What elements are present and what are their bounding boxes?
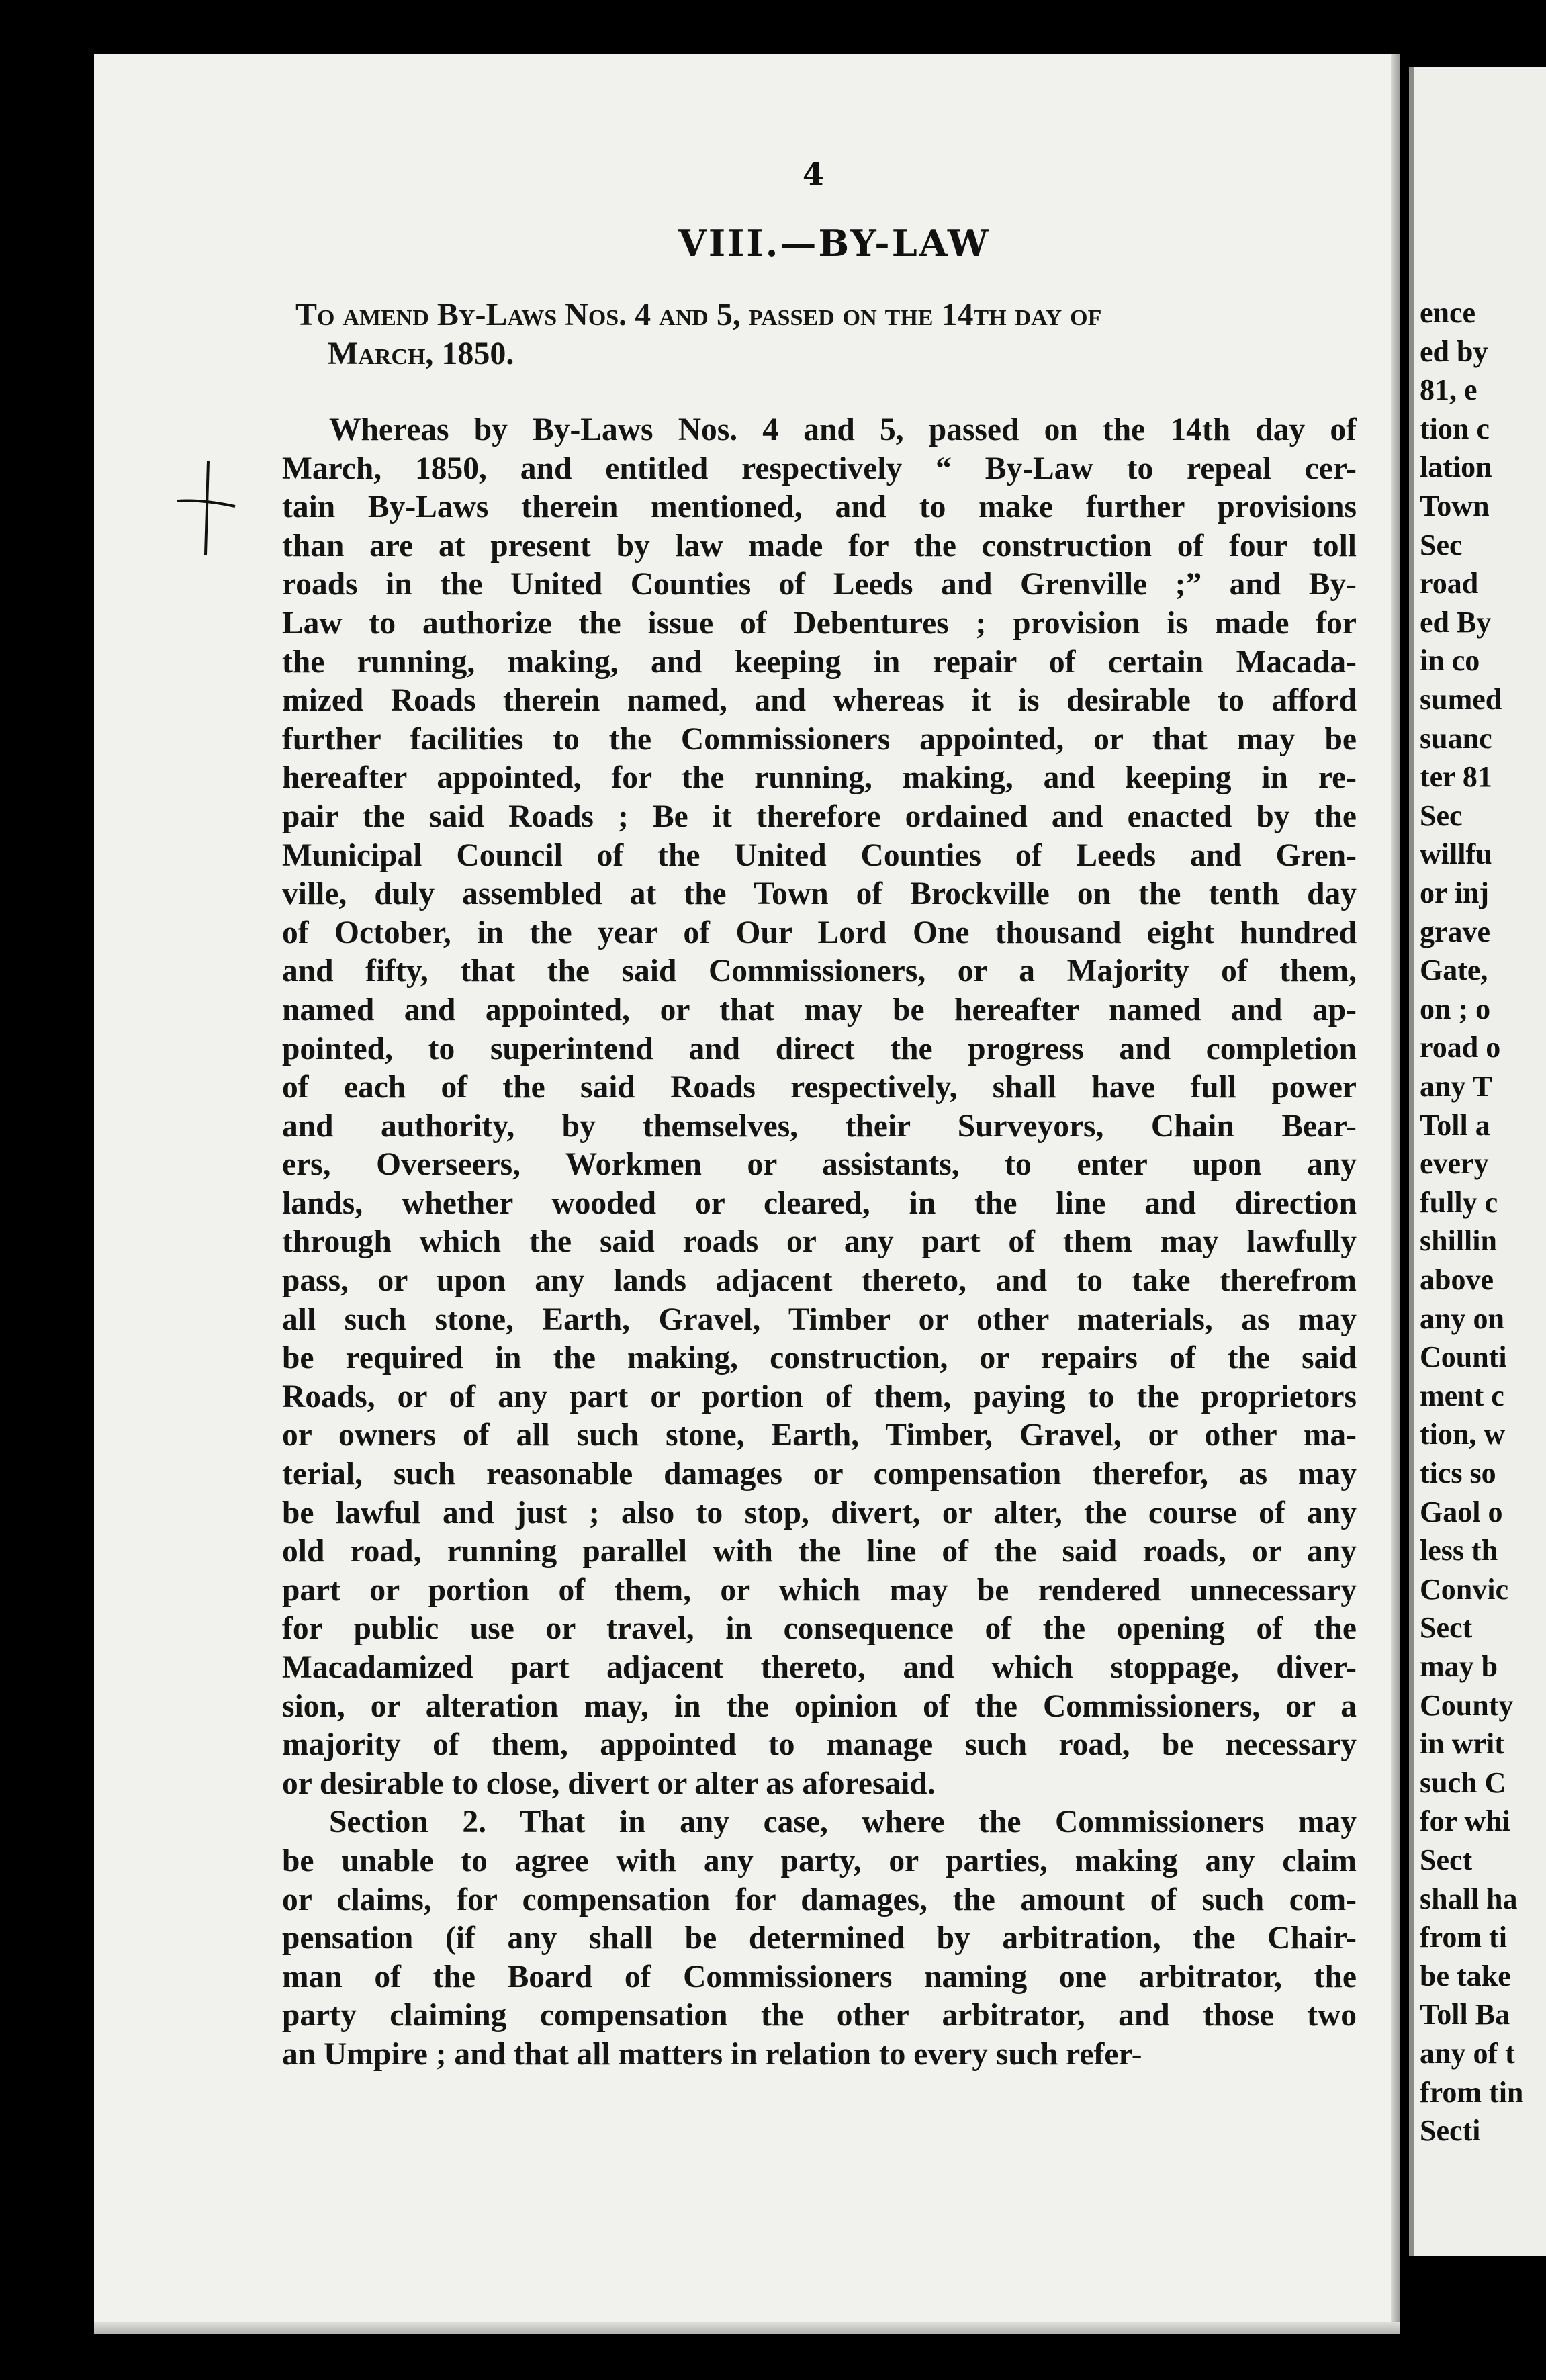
facing-page-fragment: ed by — [1420, 334, 1488, 368]
bylaw-body-text — [282, 411, 1357, 2074]
body-line: part or portion of them, or which may be rendered unnecessary — [282, 1572, 1357, 1608]
body-line: pointed, to superintend and direct the progress and completion — [282, 1031, 1357, 1066]
facing-page-fragment: Secti — [1420, 2114, 1481, 2148]
facing-page-fragment: tics so — [1420, 1457, 1496, 1490]
facing-page-fragment: may b — [1420, 1650, 1498, 1683]
body-line: an Umpire ; and that all matters in relation to every such refer- — [282, 2036, 1142, 2072]
body-line: Section 2. That in any case, where the Commissioners may — [329, 1804, 1357, 1840]
facing-page-fragment: above — [1420, 1263, 1494, 1296]
body-line: for public use or travel, in consequence of the opening of the — [282, 1611, 1357, 1647]
facing-page-fragment: Toll a — [1420, 1108, 1490, 1142]
bylaw-title — [295, 295, 1370, 373]
facing-page-fragment: Sect — [1420, 1843, 1473, 1876]
body-line: Law to authorize the issue of Debentures ; provision is made for — [282, 605, 1357, 641]
body-line: hereafter appointed, for the running, making, and keeping in re- — [282, 760, 1357, 796]
facing-page-fragment: tion c — [1420, 412, 1490, 445]
facing-page-edge — [1409, 67, 1414, 2256]
facing-page-fragment: be take — [1420, 1959, 1511, 1993]
title-line-2: March, 1850. — [328, 336, 514, 371]
facing-page-fragment: in writ — [1420, 1727, 1504, 1761]
facing-page-fragment: tion, w — [1420, 1418, 1506, 1451]
facing-page — [1409, 67, 1546, 2256]
body-line: pensation (if any shall be determined by arbitration, the Chair- — [282, 1921, 1357, 1956]
body-line: or claims, for compensation for damages, the amount of such com- — [282, 1882, 1357, 1917]
body-line: and fifty, that the said Commissioners, or a Majority of them, — [282, 954, 1357, 989]
facing-page-fragment: shillin — [1420, 1224, 1497, 1258]
facing-page-fragment: willfu — [1420, 837, 1492, 871]
facing-page-fragment: ter 81 — [1420, 760, 1492, 794]
facing-page-fragment: for whi — [1420, 1804, 1510, 1838]
facing-page-fragment: Sect — [1420, 1611, 1473, 1645]
facing-page-fragment: any on — [1420, 1301, 1504, 1335]
body-line: the running, making, and keeping in repair of certain Macada- — [282, 644, 1357, 680]
body-line: Macadamized part adjacent thereto, and which stoppage, diver- — [282, 1650, 1357, 1685]
page-edge-shadow — [1391, 54, 1400, 2334]
facing-page-fragment: lation — [1420, 451, 1492, 484]
page-bottom-shadow — [94, 2322, 1400, 2334]
facing-page-fragment: on ; o — [1420, 992, 1491, 1025]
facing-page-fragment: such C — [1420, 1766, 1506, 1799]
body-line: ville, duly assembled at the Town of Brockville on the tenth day — [282, 876, 1357, 912]
body-line: roads in the United Counties of Leeds and Grenville ;” and By- — [282, 567, 1357, 602]
facing-page-fragment: Convic — [1420, 1572, 1508, 1606]
bylaw-heading: VIII.—BY-LAW — [678, 222, 991, 265]
body-line: than are at present by law made for the construction of four toll — [282, 528, 1357, 563]
page-number: 4 — [803, 156, 825, 192]
facing-page-fragment: County — [1420, 1688, 1514, 1722]
body-line: party claiming compensation the other arbitrator, and those two — [282, 1998, 1357, 2033]
facing-page-fragment: less th — [1420, 1534, 1498, 1567]
facing-page-fragment: 81, e — [1420, 373, 1477, 407]
body-line: be required in the making, construction, or repairs of the said — [282, 1340, 1357, 1376]
body-line: and authority, by themselves, their Surveyors, Chain Bear- — [282, 1108, 1357, 1144]
facing-page-fragment: Sec — [1420, 528, 1463, 561]
body-line: terial, such reasonable damages or compensation therefor, as may — [282, 1457, 1357, 1492]
facing-page-fragment: road — [1420, 567, 1479, 600]
title-line-1: To amend By-Laws Nos. 4 and 5, passed on the 14th day of — [295, 297, 1102, 332]
body-line: of October, in the year of Our Lord One thousand eight hundred — [282, 915, 1357, 950]
facing-page-fragment: ence — [1420, 296, 1476, 329]
body-line: named and appointed, or that may be hereafter named and ap- — [282, 992, 1357, 1027]
facing-page-fragment: any of t — [1420, 2037, 1515, 2070]
body-line: pass, or upon any lands adjacent thereto, and to take therefrom — [282, 1263, 1357, 1299]
body-line: Whereas by By-Laws Nos. 4 and 5, passed on the 14th day of — [329, 412, 1357, 447]
body-line: Municipal Council of the United Counties of Leeds and Gren- — [282, 837, 1357, 873]
facing-page-fragment: ed By — [1420, 605, 1492, 639]
body-line: sion, or alteration may, in the opinion of the Commissioners, or a — [282, 1688, 1357, 1724]
facing-page-fragment: shall ha — [1420, 1882, 1518, 1915]
facing-page-fragment: Gaol o — [1420, 1495, 1503, 1528]
facing-page-fragment: sumed — [1420, 683, 1502, 716]
body-line: pair the said Roads ; Be it therefore ordained and enacted by the — [282, 798, 1357, 834]
facing-page-fragment: Town — [1420, 490, 1490, 522]
facing-page-fragment: Counti — [1420, 1340, 1507, 1374]
body-line: or owners of all such stone, Earth, Timber, Gravel, or other ma- — [282, 1418, 1357, 1453]
facing-page-fragment: every — [1420, 1147, 1489, 1181]
facing-page-fragment: Sec — [1420, 798, 1463, 832]
facing-page-fragment: or inj — [1420, 876, 1490, 909]
body-line: old road, running parallel with the line of the said roads, or any — [282, 1534, 1357, 1569]
body-line: be lawful and just ; also to stop, divert, or alter, the course of any — [282, 1495, 1357, 1530]
facing-page-fragment: grave — [1420, 915, 1491, 948]
body-line: lands, whether wooded or cleared, in the line and direction — [282, 1185, 1357, 1221]
facing-page-fragment: Toll Ba — [1420, 1998, 1510, 2031]
facing-page-fragment: in co — [1420, 644, 1480, 678]
body-line: of each of the said Roads respectively, shall have full power — [282, 1070, 1357, 1105]
facing-page-fragment: from tin — [1420, 2075, 1524, 2109]
facing-page-fragment: suanc — [1420, 721, 1492, 755]
facing-page-fragment: from ti — [1420, 1921, 1507, 1954]
body-line: Roads, or of any part or portion of them, paying to the proprietors — [282, 1379, 1357, 1414]
body-line: man of the Board of Commissioners naming one arbitrator, the — [282, 1959, 1357, 1995]
body-line: all such stone, Earth, Gravel, Timber or other materials, as may — [282, 1301, 1357, 1337]
body-line: through which the said roads or any part of them may lawfully — [282, 1224, 1357, 1260]
body-line: March, 1850, and entitled respectively “ By-Law to repeal cer- — [282, 451, 1357, 486]
body-line: or desirable to close, divert or alter as aforesaid. — [282, 1766, 936, 1801]
body-line: further facilities to the Commissioners appointed, or that may be — [282, 721, 1357, 757]
body-line: majority of them, appointed to manage such road, be necessary — [282, 1727, 1357, 1763]
body-line: ers, Overseers, Workmen or assistants, to enter upon any — [282, 1147, 1357, 1183]
facing-page-fragment: Gate, — [1420, 954, 1488, 987]
facing-page-fragment: ment c — [1420, 1379, 1504, 1412]
body-line: mized Roads therein named, and whereas it is desirable to afford — [282, 683, 1357, 719]
facing-page-fragment: any T — [1420, 1070, 1493, 1103]
body-line: be unable to agree with any party, or parties, making any claim — [282, 1843, 1357, 1878]
facing-page-fragment: road o — [1420, 1031, 1501, 1064]
body-line: tain By-Laws therein mentioned, and to make further provisions — [282, 490, 1357, 525]
handwritten-cross-mark — [176, 457, 236, 557]
facing-page-fragment: fully c — [1420, 1185, 1498, 1219]
